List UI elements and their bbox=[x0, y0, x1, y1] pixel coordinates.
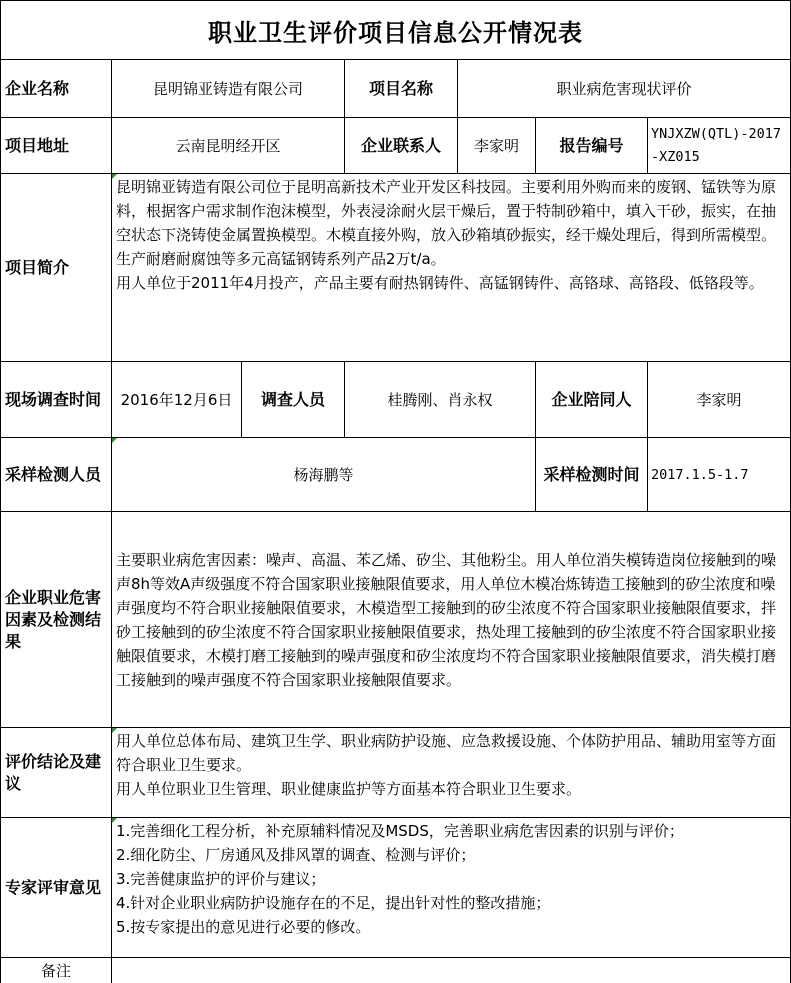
report-no-label: 报告编号 bbox=[536, 118, 648, 174]
company-contact-value[interactable]: 李家明 bbox=[458, 118, 536, 174]
investigators-label: 调查人员 bbox=[242, 362, 345, 438]
expert-review-label: 专家评审意见 bbox=[0, 818, 112, 958]
conclusion-label: 评价结论及建议 bbox=[0, 728, 112, 818]
survey-time-value[interactable]: 2016年12月6日 bbox=[112, 362, 242, 438]
sampling-time-label: 采样检测时间 bbox=[536, 438, 648, 512]
project-name-value[interactable]: 职业病危害现状评价 bbox=[458, 60, 791, 118]
sampling-staff-label: 采样检测人员 bbox=[0, 438, 112, 512]
company-contact-label: 企业联系人 bbox=[345, 118, 458, 174]
conclusion-value[interactable] bbox=[112, 728, 791, 818]
investigators-value[interactable]: 桂腾刚、肖永权 bbox=[345, 362, 536, 438]
report-no-value[interactable]: YNJXZW(QTL)-2017-XZ015 bbox=[648, 118, 791, 174]
sampling-staff-value[interactable]: 杨海鹏等 bbox=[112, 438, 536, 512]
expert-review-item: 3.完善健康监护的评价与建议； bbox=[116, 870, 326, 888]
conclusion-paragraph-1: 用人单位总体布局、建筑卫生学、职业病防护设施、应急救援设施、个体防护用品、辅助用室等方面符合职业卫生要求。 bbox=[116, 732, 777, 774]
conclusion-paragraph-2: 用人单位职业卫生管理、职业健康监护等方面基本符合职业卫生要求。 bbox=[116, 780, 582, 798]
expert-review-value[interactable] bbox=[112, 818, 791, 958]
project-intro-value[interactable] bbox=[112, 174, 791, 362]
project-name-label: 项目名称 bbox=[345, 60, 458, 118]
company-escort-label: 企业陪同人 bbox=[536, 362, 648, 438]
project-address-label: 项目地址 bbox=[0, 118, 112, 174]
comment-marker bbox=[112, 728, 117, 733]
company-name-value[interactable]: 昆明锦亚铸造有限公司 bbox=[112, 60, 345, 118]
expert-review-item: 4.针对企业职业病防护设施存在的不足，提出针对性的整改措施； bbox=[116, 894, 551, 912]
comment-marker bbox=[112, 174, 117, 179]
hazard-results-value[interactable] bbox=[112, 512, 791, 728]
table-title: 职业卫生评价项目信息公开情况表 bbox=[0, 0, 791, 60]
sampling-time-value[interactable]: 2017.1.5-1.7 bbox=[648, 438, 791, 512]
expert-review-item: 2.细化防尘、厂房通风及排风罩的调查、检测与评价； bbox=[116, 846, 476, 864]
hazard-results-text: 主要职业病危害因素：噪声、高温、苯乙烯、矽尘、其他粉尘。用人单位消失模铸造岗位接触到的噪声8h等效A声级强度不符合国家职业接触限值要求，用人单位木模冶炼铸造工接触到的矽尘浓度和噪声强度均不符合职业接触限值要求，木模造型工接触到的矽尘浓度不符合国家职业接触限值要求，拌砂工接触到的矽尘浓度不符合国家职业接触限值要求，热处理工接触到的矽尘浓度不符合国家职业接触限值要求，木模打磨工接触到的噪声强度和矽尘浓度均不符合国家职业接触限值要求，消失模打磨工接触到的噪声强度不符合国家职业接触限值要求。 bbox=[116, 550, 777, 689]
project-intro-label: 项目简介 bbox=[0, 174, 112, 362]
project-address-value[interactable]: 云南昆明经开区 bbox=[112, 118, 345, 174]
remarks-label: 备注 bbox=[0, 958, 112, 983]
comment-marker bbox=[112, 818, 117, 823]
remarks-value[interactable] bbox=[112, 958, 791, 983]
comment-marker bbox=[112, 438, 117, 443]
expert-review-item: 5.按专家提出的意见进行必要的修改。 bbox=[116, 918, 371, 936]
expert-review-item: 1.完善细化工程分析，补充原辅料情况及MSDS，完善职业病危害因素的识别与评价； bbox=[116, 822, 684, 840]
survey-time-label: 现场调查时间 bbox=[0, 362, 112, 438]
hazard-results-label: 企业职业危害因素及检测结果 bbox=[0, 512, 112, 728]
company-escort-value[interactable]: 李家明 bbox=[648, 362, 791, 438]
project-intro-paragraph-1: 昆明锦亚铸造有限公司位于昆明高新技术产业开发区科技园。主要利用外购而来的废钢、锰铁等为原料，根据客户需求制作泡沫模型，外表浸涂耐火层干燥后，置于特制砂箱中，填入干砂，振实，在抽空状态下浇铸使金属置换模型。木模直接外购，放入砂箱填砂振实，经干燥处理后，得到所需模型。生产耐磨耐腐蚀等多元高锰钢铸系列产品2万t/a。 bbox=[116, 178, 777, 268]
project-intro-paragraph-2: 用人单位于2011年4月投产，产品主要有耐热钢铸件、高锰钢铸件、高铬球、高铬段、低铬段等。 bbox=[116, 274, 764, 292]
company-name-label: 企业名称 bbox=[0, 60, 112, 118]
